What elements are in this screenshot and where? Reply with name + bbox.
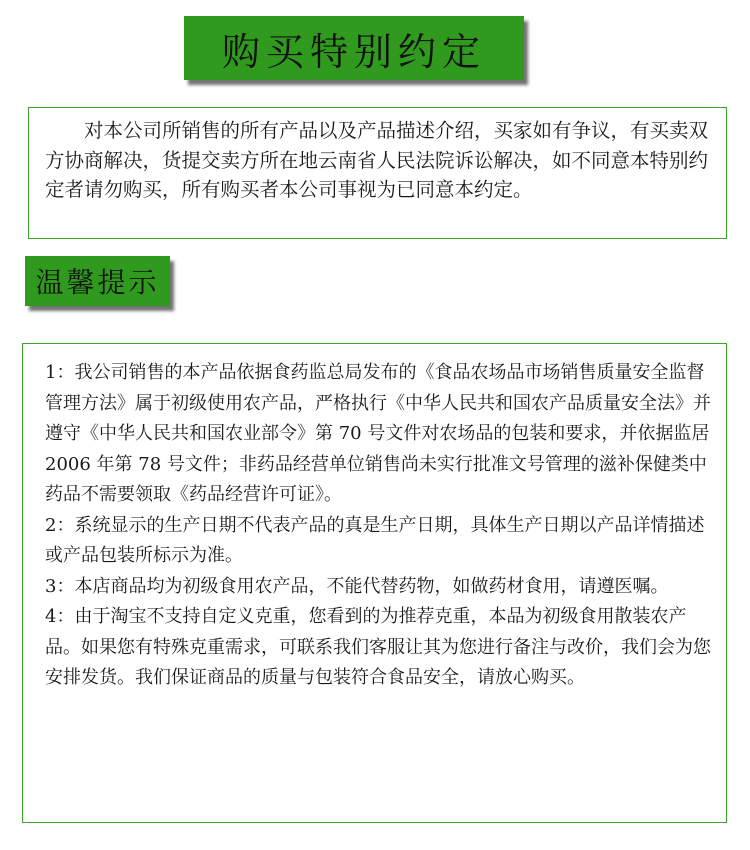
tips-title: 温馨提示: [35, 266, 160, 299]
agreement-box: [28, 107, 727, 239]
tip-item-4: 4：由于淘宝不支持自定义克重，您看到的为推荐克重，本品为初级食用散装农产品。如果您有特殊克重需求，可联系我们客服让其为您进行备注与改价，我们会为您安排发货。我们保证商品的质量与包装符合食品安全，请放心购买。: [45, 606, 711, 688]
tip-item-2: 2：系统显示的生产日期不代表产品的真是生产日期，具体生产日期以产品详情描述或产品包装所标示为准。: [45, 514, 705, 566]
tip-item-1: 1：我公司销售的本产品依据食药监总局发布的《食品农场品市场销售质量安全监督管理方法》属于初级使用农产品，严格执行《中华人民共和国农产品质量安全法》并遵守《中华人民共和国农业部令》第 70 号文件对农场品的包装和要求，并依据监居 2006 年第 78 号文件；非药品经营单位销售尚未实行批准文号管理的滋补保健类中药品不需要领取《药品经营许可证》。: [45, 362, 711, 505]
agreement-text: 对本公司所销售的所有产品以及产品描述介绍，买家如有争议，有买卖双方协商解决，货提交卖方所在地云南省人民法院诉讼解决，如不同意本特别约定者请勿购买，所有购买者本公司事视为已同意本约定。: [45, 119, 709, 201]
page-title: 购买特别约定: [221, 29, 486, 74]
tips-title-banner: [25, 256, 170, 306]
tips-box: [22, 343, 727, 823]
tip-item-3: 3：本店商品均为初级食用农产品，不能代替药物，如做药材食用，请遵医嘱。: [45, 575, 669, 597]
page-title-banner: [184, 16, 524, 80]
